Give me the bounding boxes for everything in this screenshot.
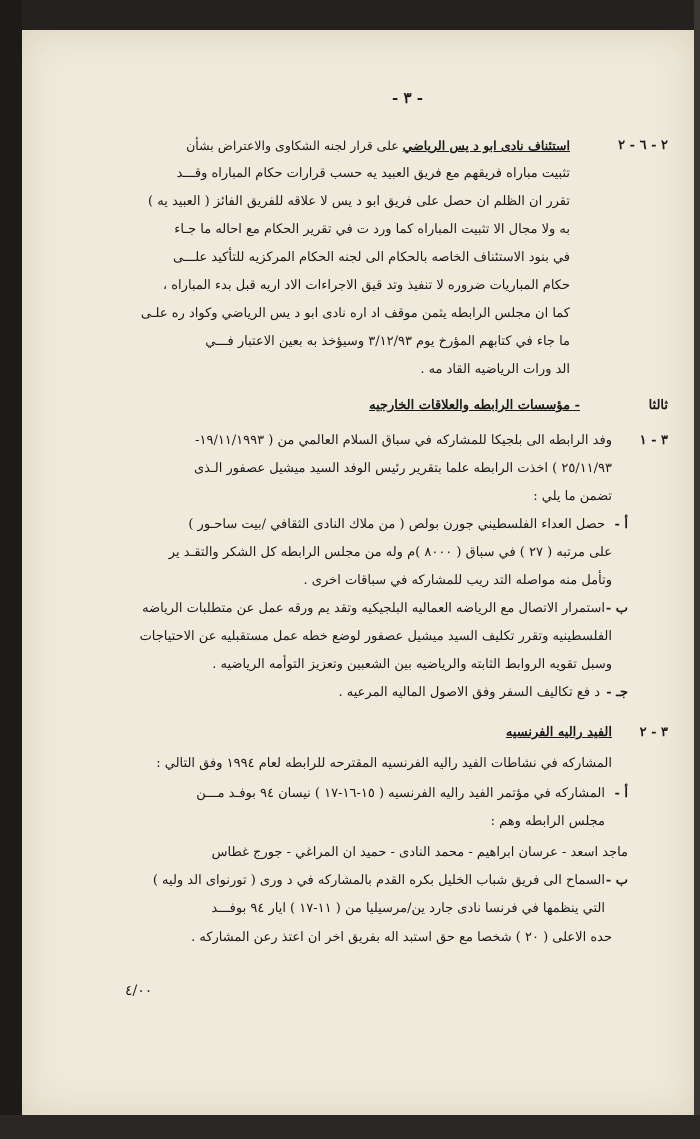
- item-32-b-letter: ب -: [605, 873, 628, 888]
- page-number: - ٣ -: [392, 89, 423, 107]
- section-31-line-1: وفد الرابطه الى بلجيكا للمشاركه في سباق السلام العالمي من ( ١٩/١١/١٩٩٣-: [195, 433, 612, 448]
- item-32-b-line-2: التي ينظمها في فرنسا نادى جارد ين/مرسيليا من ( ١١-١٧ ) ايار ٩٤ بوفـــد: [211, 901, 605, 916]
- section-number-262: ٢ - ٦ - ٢: [618, 138, 668, 153]
- continuation-mark: ٤/٠٠: [125, 983, 153, 999]
- item-31-a-line-3: وتأمل منه مواصله التد ريب للمشاركه في سباقات اخرى .: [303, 573, 612, 588]
- section-number-31: ٣ - ١: [639, 433, 668, 448]
- section-32-intro: المشاركه في نشاطات الفيد راليه الفرنسيه المقترحه للرابطه لعام ١٩٩٤ وفق التالي :: [156, 756, 612, 771]
- item-31-a-line-2: على مرتبه ( ٢٧ ) في سباق ( ٨٠٠٠ )م وله من مجلس الرابطه كل الشكر والتقـد ير: [168, 545, 612, 560]
- item-31-b-letter: ب -: [605, 601, 628, 616]
- item-31-a-line-1: حصل العداء الفلسطيني جورن بولص ( من ملاك النادى الثقافي /بيت ساحـور ): [188, 517, 605, 532]
- section-262-title-rest: على قرار لجنه الشكاوى والاعتراض بشأن: [186, 138, 399, 153]
- item-31-b-line-2: الفلسطينيه وتقرر تكليف السيد ميشيل عصفور لوضع خطه عمل مستقبليه عن الاحتياجات: [139, 629, 612, 644]
- section-third-title: - مؤسسات الرابطه والعلاقات الخارجيه: [369, 398, 580, 413]
- scan-left-edge: [0, 0, 22, 1139]
- item-32-a-line-2: مجلس الرابطه وهم :: [490, 814, 605, 829]
- item-32-a-letter: أ -: [614, 786, 628, 801]
- item-31-a-letter: أ -: [614, 517, 628, 532]
- section-262-line-7: ما جاء في كتابهم المؤرخ يوم ٣/١٢/٩٣ وسيؤخذ به بعين الاعتبار فـــي: [205, 334, 570, 349]
- item-31-c-letter: جـ -: [606, 685, 628, 700]
- section-31-line-3: تضمن ما يلي :: [533, 489, 612, 504]
- item-32-b-line-3: حده الاعلى ( ٢٠ ) شخصا مع حق استبد اله بفريق اخر ان اعتذ رعن المشاركه .: [191, 930, 612, 945]
- section-262-line-2: تقرر ان الظلم ان حصل على فريق ابو د يس لا علاقه للفريق الفائز ( العبيد يه ): [148, 194, 570, 209]
- item-31-b-line-3: وسبل تقويه الروابط الثابته والرياضيه بين الشعبين وتعزيز التوأمه الرياضيه .: [212, 657, 612, 672]
- section-262-line-3: به ولا مجال الا تثبيت المباراه كما ورد ت في تقرير الحكام مع احاله ما جـاء: [174, 222, 570, 237]
- scan-right-edge: [694, 0, 700, 1139]
- section-262-line-5: حكام المباريات ضروره لا تنفيذ وتد قيق الاجراءات الاد اريه قبل بدء المباراه ،: [162, 278, 570, 293]
- item-32-b-line-1: السماح الى فريق شباب الخليل بكره القدم بالمشاركه في د ورى ( تورنواى الد وليه ): [152, 873, 605, 888]
- section-third-number: ثالثا: [648, 398, 668, 413]
- item-31-c-line-1: د فع تكاليف السفر وفق الاصول الماليه المرعيه .: [338, 685, 600, 700]
- section-262-line-8: الد ورات الرياضيه القاد مه .: [420, 362, 570, 377]
- section-31-line-2: ٢٥/١١/٩٣ ) اخذت الرابطه علما بتقرير رئيس الوفد السيد ميشيل عصفور الـذى: [194, 461, 612, 476]
- section-32-title: الفيد راليه الفرنسيه: [505, 725, 612, 740]
- section-number-32: ٣ - ٢: [639, 725, 668, 740]
- item-32-a-line-1: المشاركه في مؤتمر الفيد راليه الفرنسيه ( ١٥-١٦-١٧ ) نيسان ٩٤ بوفـد مـــن: [196, 786, 605, 801]
- section-262-line-6: كما ان مجلس الرابطه يثمن موقف اد اره نادى ابو د يس الرياضي وكواد ره علـى: [140, 306, 570, 321]
- item-32-a-line-3: ماجد اسعد - عرسان ابراهيم - محمد النادى - حميد ان المراغي - جورج غطاس: [211, 845, 628, 860]
- item-31-b-line-1: استمرار الاتصال مع الرياضه العماليه البلجيكيه وتقد يم ورقه عمل عن متطلبات الرياضه: [142, 601, 605, 616]
- section-262-heading: [186, 137, 570, 155]
- scan-bottom-edge: [0, 1115, 700, 1139]
- section-262-title: استئناف نادى ابو د يس الرياضي: [402, 138, 570, 153]
- section-262-line-4: في بنود الاستئناف الخاصه بالحكام الى لجنه الحكام المركزيه للتأكيد علـــى: [172, 250, 570, 265]
- section-262-line-1: تثبيت مباراه فريقهم مع فريق العبيد يه حسب قرارات حكام المباراه وقـــد: [176, 166, 570, 181]
